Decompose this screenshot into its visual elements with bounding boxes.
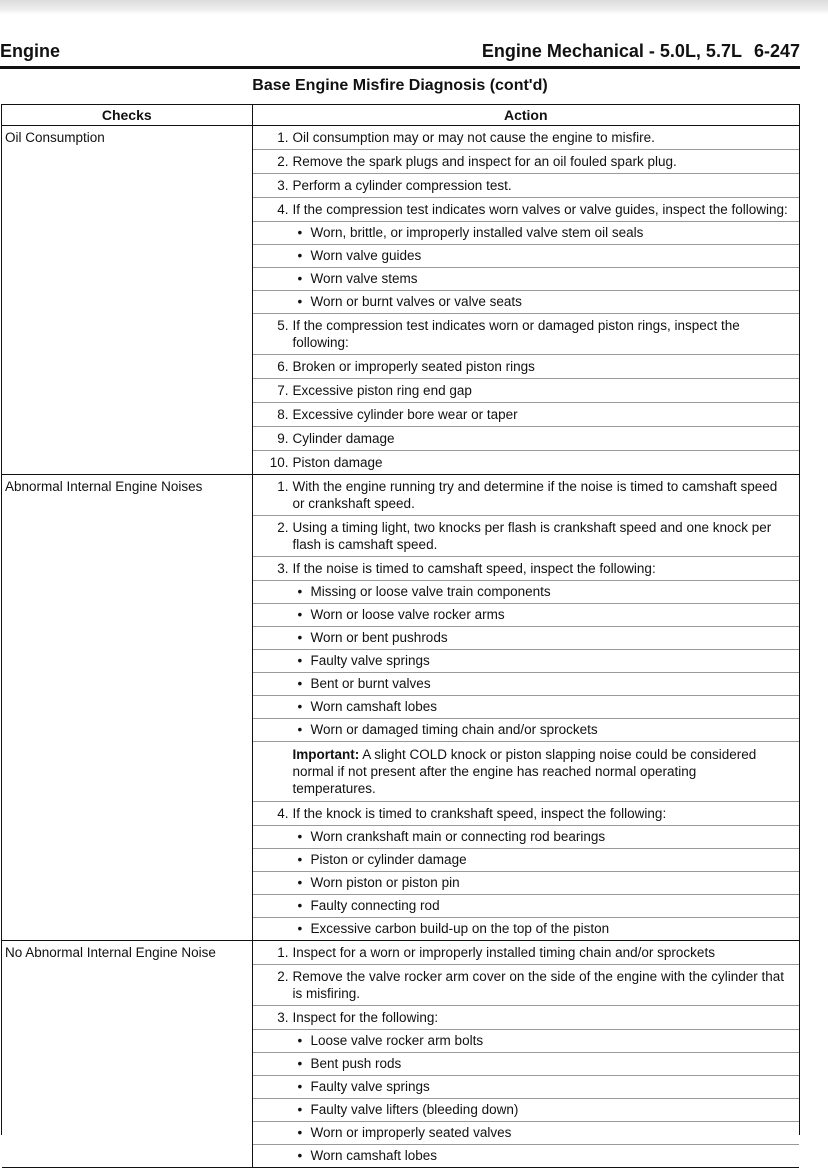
step-number: 3. (277, 1010, 289, 1025)
bullet-item (253, 268, 800, 291)
bullet-dot-icon: • (297, 1056, 303, 1071)
bullet-dot-icon: • (297, 1079, 303, 1094)
check-cell: Oil Consumption (2, 126, 252, 475)
step-number: 1. (277, 130, 289, 145)
bullet-text: Faulty valve lifters (bleeding down) (310, 1102, 519, 1117)
step-text: If the noise is timed to camshaft speed, inspect the following: (292, 561, 656, 576)
bullet-dot-icon: • (297, 676, 303, 691)
action-step (253, 516, 800, 557)
bullet-text: Piston or cylinder damage (310, 852, 467, 867)
bullet-item (253, 1076, 800, 1099)
page-title: Base Engine Misfire Diagnosis (cont'd) (252, 77, 548, 94)
step-number: 2. (277, 520, 289, 535)
bullet-dot-icon: • (297, 271, 303, 286)
page-header (0, 41, 800, 67)
table-row (2, 126, 799, 475)
bullet-item (253, 895, 800, 918)
step-number: 4. (277, 806, 289, 821)
header-section: Engine (0, 41, 61, 61)
step-text: Inspect for a worn or improperly installed timing chain and/or sprockets (292, 945, 715, 960)
step-text: Oil consumption may or may not cause the engine to misfire. (292, 130, 655, 145)
header-chapter: Engine Mechanical - 5.0L, 5.7L (481, 41, 742, 61)
step-number: 1. (277, 945, 289, 960)
bullet-text: Worn crankshaft main or connecting rod bearings (310, 829, 606, 844)
bullet-text: Worn or improperly seated valves (310, 1125, 512, 1140)
step-number: 9. (277, 431, 289, 446)
column-header-action: Action (252, 105, 799, 126)
header-rule (0, 66, 800, 69)
bullet-dot-icon: • (297, 699, 303, 714)
step-number: 2. (277, 969, 289, 984)
table-body (2, 126, 799, 1168)
bullet-dot-icon: • (297, 1125, 303, 1140)
bullet-item (253, 650, 800, 673)
column-header-checks: Checks (2, 105, 252, 126)
page-number: 6-247 (753, 41, 800, 61)
step-text: Piston damage (292, 455, 383, 470)
note-text: A slight COLD knock or piston slapping noise could be considered normal if not present after the engine has reached normal operating temperatures. (292, 747, 757, 796)
table-row (2, 941, 799, 1168)
action-cell (252, 126, 799, 475)
bullet-item (253, 1145, 800, 1167)
bullet-item (253, 1053, 800, 1076)
bullet-dot-icon: • (297, 921, 303, 936)
bullet-text: Worn valve stems (310, 271, 418, 286)
header-chapter-page (482, 41, 800, 62)
check-cell: No Abnormal Internal Engine Noise (2, 941, 252, 1168)
bullet-item (253, 696, 800, 719)
step-number: 3. (277, 178, 289, 193)
action-step (253, 314, 800, 355)
bullet-dot-icon: • (297, 722, 303, 737)
step-text: Using a timing light, two knocks per flash is crankshaft speed and one knock per flash is camshaft speed. (292, 520, 772, 552)
bullet-item (253, 222, 800, 245)
bullet-text: Loose valve rocker arm bolts (310, 1033, 484, 1048)
step-text: Excessive piston ring end gap (292, 383, 472, 398)
bullet-dot-icon: • (297, 294, 303, 309)
action-step (253, 451, 800, 474)
diagnosis-table-frame (1, 104, 800, 1163)
action-step (253, 1006, 800, 1030)
action-step (253, 355, 800, 379)
bullet-text: Bent push rods (310, 1056, 402, 1071)
step-number: 4. (277, 202, 289, 217)
action-step (253, 427, 800, 451)
note-label: Important: (292, 747, 360, 762)
step-text: With the engine running try and determine if the noise is timed to camshaft speed or crankshaft speed. (292, 479, 778, 511)
bullet-item (253, 673, 800, 696)
bullet-item (253, 872, 800, 895)
bullet-item (253, 719, 800, 742)
step-number: 6. (277, 359, 289, 374)
diagnosis-table (2, 105, 799, 1168)
action-step (253, 941, 800, 965)
step-text: Broken or improperly seated piston rings (292, 359, 535, 374)
bullet-dot-icon: • (297, 630, 303, 645)
bullet-text: Missing or loose valve train components (310, 584, 551, 599)
bullet-dot-icon: • (297, 248, 303, 263)
bullet-item (253, 604, 800, 627)
step-text: If the knock is timed to crankshaft speed, inspect the following: (292, 806, 667, 821)
bullet-item (253, 1030, 800, 1053)
step-number: 7. (277, 383, 289, 398)
bullet-dot-icon: • (297, 875, 303, 890)
bullet-text: Faulty connecting rod (310, 898, 440, 913)
step-text: If the compression test indicates worn valves or valve guides, inspect the following: (292, 202, 788, 217)
step-text: Perform a cylinder compression test. (292, 178, 512, 193)
bullet-text: Worn or loose valve rocker arms (310, 607, 505, 622)
check-cell: Abnormal Internal Engine Noises (2, 475, 252, 941)
bullet-dot-icon: • (297, 584, 303, 599)
action-step (253, 557, 800, 581)
step-number: 3. (277, 561, 289, 576)
bullet-item (253, 1122, 800, 1145)
bullet-text: Worn or bent pushrods (310, 630, 448, 645)
step-text: Cylinder damage (292, 431, 395, 446)
step-number: 10. (269, 455, 289, 470)
step-number: 8. (277, 407, 289, 422)
action-step (253, 802, 800, 826)
bullet-text: Faulty valve springs (310, 653, 430, 668)
step-text: Remove the valve rocker arm cover on the side of the engine with the cylinder that is misfiring. (292, 969, 785, 1001)
bullet-dot-icon: • (297, 1033, 303, 1048)
bullet-text: Worn, brittle, or improperly installed valve stem oil seals (310, 225, 644, 240)
action-step (253, 965, 800, 1006)
step-text: If the compression test indicates worn or damaged piston rings, inspect the following: (292, 318, 740, 350)
action-step (253, 126, 800, 150)
step-text: Remove the spark plugs and inspect for an oil fouled spark plug. (292, 154, 677, 169)
step-text: Excessive cylinder bore wear or taper (292, 407, 518, 422)
table-row (2, 475, 799, 941)
action-step (253, 150, 800, 174)
bullet-dot-icon: • (297, 829, 303, 844)
bullet-item (253, 1099, 800, 1122)
action-step (253, 198, 800, 222)
bullet-item (253, 918, 800, 940)
bullet-dot-icon: • (297, 607, 303, 622)
bullet-text: Worn or damaged timing chain and/or sprockets (310, 722, 598, 737)
top-shadow-strip (0, 0, 828, 14)
step-number: 5. (277, 318, 289, 333)
action-cell (252, 475, 799, 941)
bullet-dot-icon: • (297, 852, 303, 867)
action-step (253, 403, 800, 427)
bullet-dot-icon: • (297, 225, 303, 240)
bullet-text: Worn valve guides (310, 248, 422, 263)
action-step (253, 475, 800, 516)
action-step (253, 379, 800, 403)
bullet-text: Worn camshaft lobes (310, 1148, 438, 1163)
bullet-text: Worn or burnt valves or valve seats (310, 294, 522, 309)
bullet-item (253, 245, 800, 268)
step-number: 1. (277, 479, 289, 494)
bullet-dot-icon: • (297, 1148, 303, 1163)
bullet-item (253, 849, 800, 872)
bullet-text: Faulty valve springs (310, 1079, 430, 1094)
bullet-text: Bent or burnt valves (310, 676, 431, 691)
bullet-dot-icon: • (297, 653, 303, 668)
bullet-item (253, 581, 800, 604)
bullet-dot-icon: • (297, 898, 303, 913)
bullet-text: Worn piston or piston pin (310, 875, 460, 890)
bullet-text: Excessive carbon build-up on the top of the piston (310, 921, 610, 936)
bullet-item (253, 826, 800, 849)
step-number: 2. (277, 154, 289, 169)
action-step (253, 174, 800, 198)
bullet-item (253, 627, 800, 650)
bullet-text: Worn camshaft lobes (310, 699, 438, 714)
bullet-item (253, 291, 800, 314)
bullet-dot-icon: • (297, 1102, 303, 1117)
action-cell (252, 941, 799, 1168)
step-text: Inspect for the following: (292, 1010, 439, 1025)
important-note (253, 742, 800, 802)
